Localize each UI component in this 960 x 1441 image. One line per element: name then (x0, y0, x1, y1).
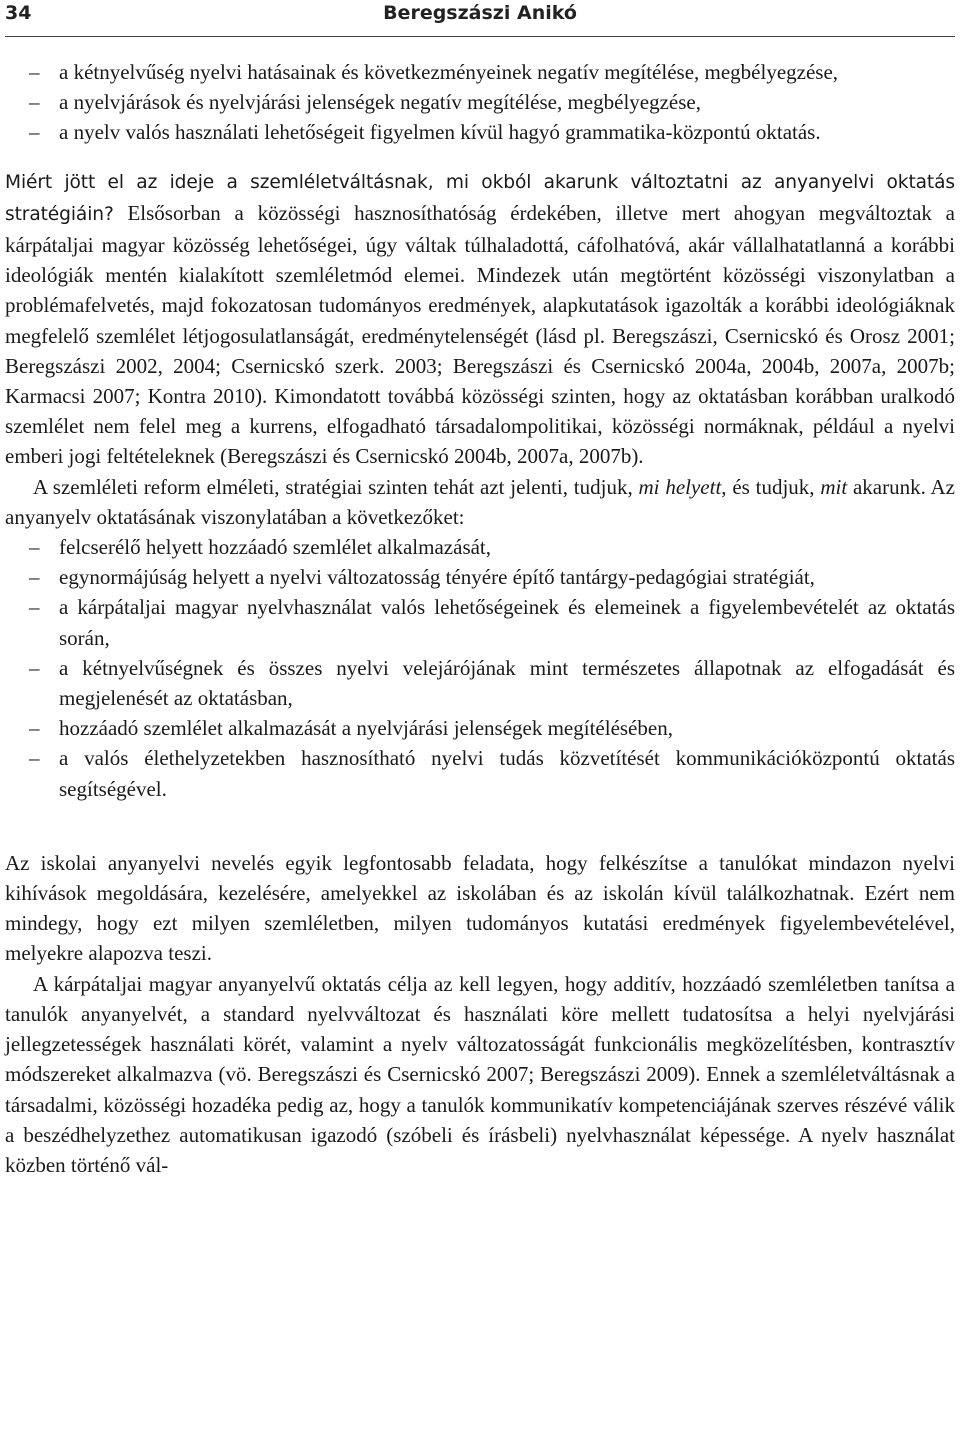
paragraph-2 (5, 472, 955, 532)
list-item: – hozzáadó szemlélet alkalmazását a nyelvjárási jelenségek megítélésében, (5, 713, 955, 743)
dash-list-2 (5, 532, 955, 804)
list-item: – a kétnyelvűség nyelvi hatásainak és következményeinek negatív megítélése, megbélyegzése, (5, 57, 955, 87)
list-item: – a kétnyelvűségnek és összes nyelvi velejárójának mint természetes állapotnak az elfogadását és megjelenését az oktatásban, (5, 653, 955, 713)
paragraph-3: Az iskolai anyanyelvi nevelés egyik legfontosabb feladata, hogy felkészítse a tanulókat mindazon nyelvi kihívások megoldására, kezelésére, amelyekkel az iskolában és az iskolán kívül találkozhatnak. Ezért nem mindegy, hogy ezt milyen szemléletben, milyen tudományos kutatási eredmények figyelembevételével, melyekre alapozva teszi. (5, 850, 955, 966)
list-item: – egynormájúság helyett a nyelvi változatosság tényére építő tantárgy-pedagógiai stratégiát, (5, 562, 955, 592)
paragraph-4: A kárpátaljai magyar anyanyelvű oktatás célja az kell legyen, hogy additív, hozzáadó szemléletben tanítsa a tanulók anyanyelvét, a standard nyelvváltozat és használati köre mellett tudatosítsa a helyi nyelvjárási jellegzetességek használati körét, valamint a nyelv változatosságát funkcionális megközelítésben, kontrasztív módszereket alkalmazva (vö. Beregszászi és Csernicskó 2007; Beregszászi 2009). Ennek a szemléletváltásnak a társadalmi, közösségi hozadéka pedig az, hogy a tanulók kommunikatív kompetenciájának szerves részévé válik a beszédhelyzethez automatikusan igazodó (szóbeli és írásbeli) nyelvhasználat képessége. A nyelv használat közben történő vál- (5, 971, 955, 1177)
dash-list-1 (5, 57, 955, 148)
list-item: – a kárpátaljai magyar nyelvhasználat valós lehetőségeinek és elemeinek a figyelembevételét az oktatás során, (5, 592, 955, 652)
paragraph-2-text: A szemléleti reform elméleti, stratégiai szinten tehát azt jelenti, tudjuk, (33, 474, 639, 499)
list-item: – a nyelv valós használati lehetőségeit figyelmen kívül hagyó grammatika-központú oktatás. (5, 117, 955, 147)
paragraph-1-body: Elsősorban a közösségi hasznosíthatóság érdekében, illetve mert ahogyan megváltoztak a kárpátaljai magyar közösség lehetőségei, úgy váltak túlhaladottá, cáfolhatóvá, akár vállalhatatlanná a korábbi ideológiák mentén kialakított szemléletmód elemei. Mindezek után megtörtént közösségi viszonylatban a problémafelvetés, majd fokozatosan tudományos eredmények, alapkutatások igazolták a korábbi ideológiáknak megfelelő szemlélet létjogosulatlanságát, eredménytelenségét (lásd pl. Beregszászi, Csernicskó és Orosz 2001; Beregszászi 2002, 2004; Csernicskó szerk. 2003; Beregszászi és Csernicskó 2004a, 2004b, 2007a, 2007b; Karmacsi 2007; Kontra 2010). Kimondatott továbbá közösségi szinten, hogy az oktatásban korábban uralkodó szemlélet nem felel meg a kurrens, elfogadható társadalompolitikai, közösségi normáknak, például a nyelvi emberi jogi feltételeknek (Beregszászi és Csernicskó 2004b, 2007a, 2007b). (5, 200, 955, 469)
list-item: – a valós élethelyzetekben hasznosítható nyelvi tudás közvetítését kommunikációközpontú oktatás segítségével. (5, 743, 955, 803)
emphasis-mit: mit (820, 474, 848, 499)
list-item: – felcserélő helyett hozzáadó szemlélet alkalmazását, (5, 532, 955, 562)
paragraph-1 (5, 166, 955, 472)
page-number: 34 (5, 2, 32, 24)
question-sentence: Miért jött el az ideje a szemléletváltásnak, mi okból akarunk változtatni az anyanyelvi oktatás stratégiáin? (5, 171, 955, 225)
paragraph-2-text: akarunk. Az anyanyelv oktatásának viszonylatában a következőket: (5, 474, 955, 529)
page-header (5, 0, 955, 37)
page-body (5, 57, 955, 1180)
running-head-author: Beregszászi Anikó (383, 2, 577, 24)
emphasis-mi-helyett: mi helyett (638, 474, 722, 499)
paragraph-2-text: , és tudjuk, (721, 474, 821, 499)
list-item: – a nyelvjárások és nyelvjárási jelenségek negatív megítélése, megbélyegzése, (5, 87, 955, 117)
